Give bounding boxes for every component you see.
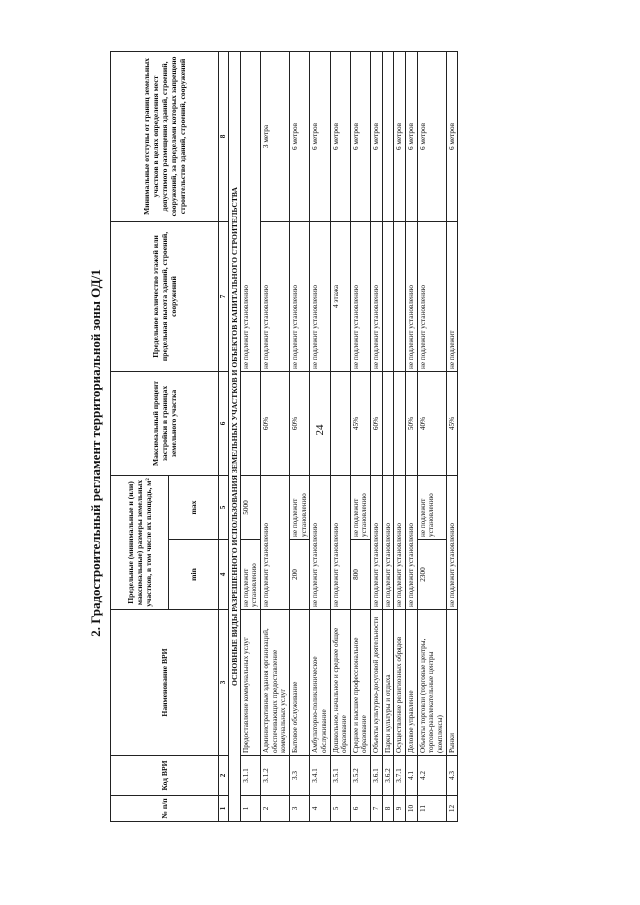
row-coverage: [240, 371, 260, 475]
row-num: 6: [350, 796, 370, 822]
table-row: [382, 51, 394, 821]
row-setback: 6 метров: [446, 51, 458, 221]
row-code: 3.3: [289, 756, 309, 796]
row-name: Парки культуры и отдыха: [382, 610, 394, 756]
row-floors: [394, 221, 406, 371]
col-number: 5: [219, 475, 229, 539]
row-min: 800: [350, 540, 370, 610]
table-row: [371, 51, 383, 821]
header-min: min: [169, 540, 219, 610]
regulation-table: [110, 51, 458, 822]
col-number: 2: [219, 756, 229, 796]
row-name: Дошкольное, начальное и среднее общее образование: [330, 610, 350, 756]
row-name: Объекты торговли (торговые центры, торгово-развлекательные центры (комплексы): [417, 610, 446, 756]
row-min: не подлежит установлению: [446, 475, 458, 609]
header-max: max: [169, 475, 219, 539]
header-area: Предельные (минимальные и (или) максимальные) размеры земельных участков, в том числе их площадь, м²: [111, 475, 169, 609]
row-floors: не подлежит установлению: [350, 221, 370, 371]
table-row: [330, 51, 350, 821]
row-code: 4.1: [406, 756, 418, 796]
row-floors: не подлежит установлению: [240, 51, 260, 371]
row-max: не подлежит установлению: [417, 475, 446, 539]
row-num: 5: [330, 796, 350, 822]
row-floors: 4 этажа: [330, 221, 350, 371]
row-floors: не подлежит установлению: [261, 221, 290, 371]
table-row: [261, 51, 290, 821]
row-code: 3.4.1: [310, 756, 330, 796]
row-min: не подлежит установлению: [261, 475, 290, 609]
row-setback: 3 метра: [261, 51, 290, 221]
row-code: 3.5.1: [330, 756, 350, 796]
table-row: [394, 51, 406, 821]
row-floors: не подлежит: [446, 221, 458, 371]
row-code: 3.7.1: [394, 756, 406, 796]
table-row: [310, 51, 330, 821]
row-coverage: 40%: [417, 371, 446, 475]
table-row: [240, 51, 260, 821]
row-min: не подлежит установлению: [371, 475, 383, 609]
row-min: не подлежит установлению: [382, 475, 394, 609]
row-setback: 6 метров: [394, 51, 406, 221]
row-setback: 6 метров: [417, 51, 446, 221]
row-coverage: [310, 371, 330, 475]
row-max: 5000: [240, 475, 260, 539]
row-coverage: 45%: [350, 371, 370, 475]
row-setback: 6 метров: [289, 51, 309, 221]
row-coverage: 45%: [446, 371, 458, 475]
row-min: не подлежит установлению: [394, 475, 406, 609]
row-num: 4: [310, 796, 330, 822]
col-number: 8: [219, 51, 229, 221]
row-coverage: [394, 371, 406, 475]
table-row: [446, 51, 458, 821]
col-number: 4: [219, 540, 229, 610]
row-code: 3.6.1: [371, 756, 383, 796]
row-min: не подлежит установлению: [330, 475, 350, 609]
row-setback: 6 метров: [406, 51, 418, 221]
row-floors: не подлежит установлению: [406, 221, 418, 371]
row-code: 4.3: [446, 756, 458, 796]
row-name: Бытовое обслуживание: [289, 610, 309, 756]
row-min: не подлежит установлению: [406, 475, 418, 609]
row-name: Предоставление коммунальных услуг: [240, 610, 260, 756]
row-num: 1: [240, 796, 260, 822]
row-num: 2: [261, 796, 290, 822]
row-setback: 6 метров: [350, 51, 370, 221]
row-code: 3.6.2: [382, 756, 394, 796]
row-floors: не подлежит установлению: [417, 221, 446, 371]
row-num: 7: [371, 796, 383, 822]
row-code: 3.1.2: [261, 756, 290, 796]
row-floors: не подлежит установлению: [371, 221, 383, 371]
table-row: [406, 51, 418, 821]
row-num: 8: [382, 796, 394, 822]
col-number: 7: [219, 221, 229, 371]
row-num: 9: [394, 796, 406, 822]
header-num: № п/п: [111, 796, 219, 822]
row-floors: [382, 221, 394, 371]
header-code: Код ВРИ: [111, 756, 219, 796]
row-max: не подлежит установлению: [350, 475, 370, 539]
row-code: 3.5.2: [350, 756, 370, 796]
row-min: 2300: [417, 540, 446, 610]
row-setback: 6 метров: [330, 51, 350, 221]
row-setback: 6 метров: [310, 51, 330, 221]
row-coverage: 60%: [261, 371, 290, 475]
row-min: 200: [289, 540, 309, 610]
page-number: 24: [314, 424, 326, 436]
row-floors: не подлежит установлению: [289, 221, 309, 371]
row-coverage: [330, 371, 350, 475]
row-name: Осуществление религиозных обрядов: [394, 610, 406, 756]
row-num: 10: [406, 796, 418, 822]
row-num: 12: [446, 796, 458, 822]
row-setback: [382, 51, 394, 221]
header-setback: Минимальные отступы от границ земельных участков в целях определения мест допустимого размещения зданий, строений, сооружений, за пределами которых запрещено строительство зданий, строений, сооружений: [111, 51, 219, 221]
row-num: 3: [289, 796, 309, 822]
col-number: 3: [219, 610, 229, 756]
row-name: Деловое управление: [406, 610, 418, 756]
heading-text: 2. Градостроительный регламент территориальной зоны ОД/1: [88, 269, 103, 637]
row-code: 3.1.1: [240, 756, 260, 796]
header-coverage: Максимальный процент застройки в границах земельного участка: [111, 371, 219, 475]
row-coverage: 60%: [289, 371, 309, 475]
section-title: ОСНОВНЫЕ ВИДЫ РАЗРЕШЕННОГО ИСПОЛЬЗОВАНИЯ ЗЕМЕЛЬНЫХ УЧАСТКОВ И ОБЪЕКТОВ КАПИТАЛЬНОГО СТРОИТЕЛЬСТВА: [228, 51, 240, 821]
row-coverage: 50%: [406, 371, 418, 475]
table-row: [289, 51, 309, 821]
row-max: не подлежит установлению: [289, 475, 309, 539]
row-name: Рынки: [446, 610, 458, 756]
row-code: 4.2: [417, 756, 446, 796]
header-name: Наименование ВРИ: [111, 610, 219, 756]
row-coverage: 60%: [371, 371, 383, 475]
header-floors: Предельное количество этажей или предельная высота зданий, строений, сооружений: [111, 221, 219, 371]
table-row: [417, 51, 446, 821]
row-name: Административные здания организаций, обеспечивающих предоставление коммунальных услуг: [261, 610, 290, 756]
row-min: не подлежит установлению: [240, 540, 260, 610]
row-num: 11: [417, 796, 446, 822]
row-min: не подлежит установлению: [310, 475, 330, 609]
row-name: Амбулаторно-поликлиническое обслуживание: [310, 610, 330, 756]
row-name: Объекты культурно-досуговой деятельности: [371, 610, 383, 756]
table-row: [350, 51, 370, 821]
row-name: Среднее и высшее профессиональное образование: [350, 610, 370, 756]
row-floors: не подлежит установлению: [310, 221, 330, 371]
col-number: 1: [219, 796, 229, 822]
row-coverage: [382, 371, 394, 475]
row-setback: 6 метров: [371, 51, 383, 221]
col-number: 6: [219, 371, 229, 475]
